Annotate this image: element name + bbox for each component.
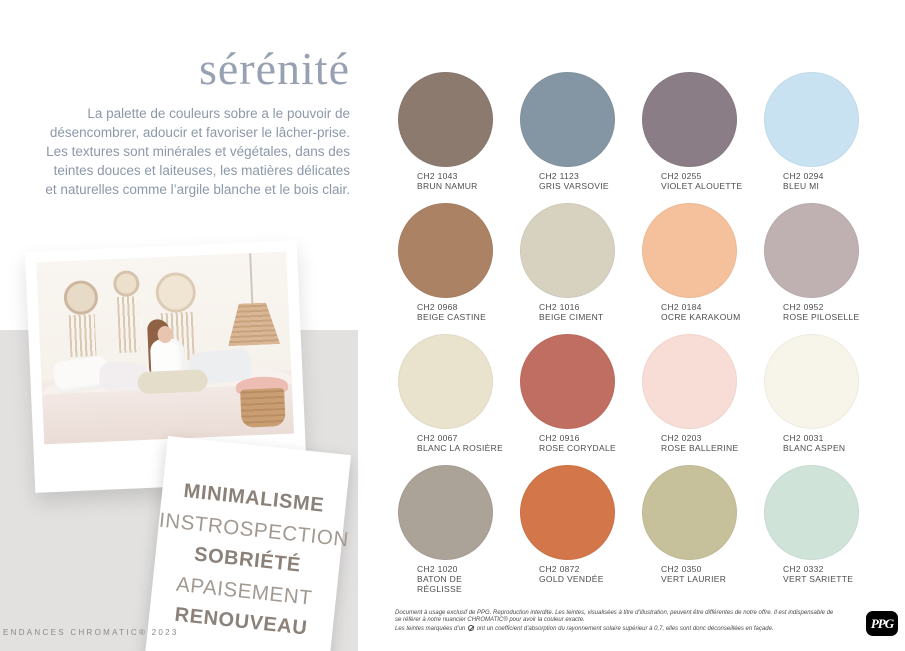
color-circle xyxy=(642,72,737,167)
keyword-renouveau: RENOUVEAU xyxy=(173,603,309,640)
swatch-name: BEIGE CASTINE xyxy=(417,312,487,322)
page-title: sérénité xyxy=(198,43,350,94)
swatch-code: CH2 0031 xyxy=(783,433,824,443)
color-circle xyxy=(520,203,615,298)
swatch-blanc-la-rosiere xyxy=(384,334,506,465)
swatch-code: CH2 0332 xyxy=(783,564,824,574)
dreamcatcher-tail xyxy=(117,296,139,353)
swatch-name: BATON DE RÉGLISSE xyxy=(417,574,463,594)
swatch-brun-namur xyxy=(384,72,506,203)
swatch-vert-laurier xyxy=(628,465,750,596)
swatch-code: CH2 0255 xyxy=(661,171,702,181)
swatch-code: CH2 1043 xyxy=(417,171,458,181)
swatch-rose-ballerine xyxy=(628,334,750,465)
keyword-minimalisme: MINIMALISME xyxy=(182,480,326,517)
color-swatch-grid xyxy=(384,72,872,596)
color-circle xyxy=(398,72,493,167)
edition-label: ENDANCES CHROMATIC® 2023 xyxy=(3,628,179,637)
swatch-name: BRUN NAMUR xyxy=(417,181,478,191)
disclaimer-line-3 xyxy=(395,625,860,633)
keyword-instrospection: INSTROSPECTION xyxy=(157,508,350,552)
swatch-code: CH2 1016 xyxy=(539,302,580,312)
color-circle xyxy=(520,334,615,429)
swatch-name: BLANC LA ROSIÈRE xyxy=(417,443,504,453)
swatch-violet-alouette xyxy=(628,72,750,203)
swatch-ocre-karakoum xyxy=(628,203,750,334)
swatch-name: BLEU MI xyxy=(783,181,820,191)
swatch-rose-piloselle xyxy=(750,203,872,334)
swatch-rose-corydale xyxy=(506,334,628,465)
disclaimer-line-2: se référer à notre nuancier CHROMATIC® pour avoir la couleur exacte. xyxy=(395,617,585,624)
swatch-name: ROSE PILOSELLE xyxy=(783,312,860,322)
swatch-name: ROSE BALLERINE xyxy=(661,443,739,453)
swatch-name: VIOLET ALOUETTE xyxy=(661,181,743,191)
dreamcatcher-tail xyxy=(69,314,97,357)
swatch-code: CH2 0952 xyxy=(783,302,824,312)
color-circle xyxy=(520,465,615,560)
disclaimer-line-3-part2: ont un coefficient d’absorption du rayonnement solaire supérieur à 0,7, elles sont donc déconseillées en façade. xyxy=(475,625,774,632)
swatch-name: GRIS VARSOVIE xyxy=(539,181,609,191)
color-circle xyxy=(764,465,859,560)
keyword-sobriete: SOBRIÉTÉ xyxy=(193,543,302,577)
ppg-logo: PPG xyxy=(866,611,898,636)
keywords-card xyxy=(139,436,351,651)
swatch-beige-ciment xyxy=(506,203,628,334)
color-circle xyxy=(642,203,737,298)
color-circle xyxy=(764,203,859,298)
swatch-beige-castine xyxy=(384,203,506,334)
swatch-bleu-mi xyxy=(750,72,872,203)
swatch-name: VERT LAURIER xyxy=(661,574,727,584)
swatch-name: OCRE KARAKOUM xyxy=(661,312,741,322)
color-circle xyxy=(520,72,615,167)
swatch-name: VERT SARIETTE xyxy=(783,574,854,584)
color-circle xyxy=(764,334,859,429)
swatch-vert-sariette xyxy=(750,465,872,596)
swatch-gris-varsovie xyxy=(506,72,628,203)
color-circle xyxy=(764,72,859,167)
color-circle xyxy=(642,334,737,429)
palette-description: La palette de couleurs sobre a le pouvoir de désencombrer, adoucir et favoriser le lâcher-prise. Les textures sont minérales et végétales, dans des teintes douces et laiteuses, les matières délicates et naturelles comme l’argile blanche et le bois clair. xyxy=(45,105,350,197)
swatch-code: CH2 0916 xyxy=(539,433,580,443)
intro-block xyxy=(40,44,350,199)
wicker-basket xyxy=(240,388,286,428)
color-circle xyxy=(398,334,493,429)
swatch-code: CH2 0350 xyxy=(661,564,702,574)
swatch-code: CH2 1020 xyxy=(417,564,458,574)
photo-meditation-scene xyxy=(36,252,294,445)
color-circle xyxy=(398,465,493,560)
disclaimer-line-3-part1: Les teintes marquées d’un xyxy=(395,625,468,632)
swatch-baton-de-reglisse xyxy=(384,465,506,596)
color-circle xyxy=(642,465,737,560)
swatch-code: CH2 0203 xyxy=(661,433,702,443)
woman-legs xyxy=(137,369,208,394)
swatch-name: BEIGE CIMENT xyxy=(539,312,604,322)
swatch-blanc-aspen xyxy=(750,334,872,465)
sun-crossed-icon xyxy=(468,625,474,631)
swatch-gold-vendee xyxy=(506,465,628,596)
disclaimer-line-1: Document à usage exclusif de PPG. Reproduction interdite. Les teintes, visualisées à titre d’illustration, peuvent être différentes de notre offre. Il est indispensable de xyxy=(395,610,834,616)
swatch-code: CH2 0067 xyxy=(417,433,458,443)
swatch-name: GOLD VENDÉE xyxy=(539,574,604,584)
swatch-code: CH2 0872 xyxy=(539,564,580,574)
swatch-code: CH2 0294 xyxy=(783,171,824,181)
keyword-apaisement: APAISEMENT xyxy=(175,572,314,610)
swatch-name: ROSE CORYDALE xyxy=(539,443,616,453)
swatch-name: BLANC ASPEN xyxy=(783,443,846,453)
legal-disclaimer xyxy=(395,610,860,633)
swatch-code: CH2 0968 xyxy=(417,302,458,312)
swatch-code: CH2 1123 xyxy=(539,171,580,181)
swatch-code: CH2 0184 xyxy=(661,302,702,312)
color-circle xyxy=(398,203,493,298)
